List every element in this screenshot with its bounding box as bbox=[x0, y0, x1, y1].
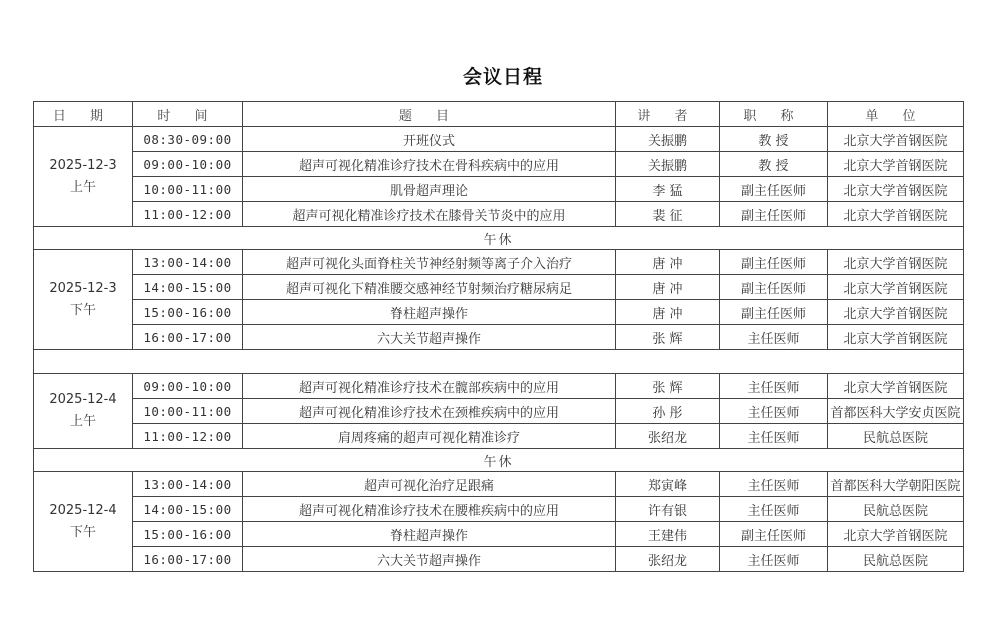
topic-cell: 超声可视化精准诊疗技术在腰椎疾病中的应用 bbox=[243, 497, 616, 522]
time-cell: 16:00-17:00 bbox=[133, 547, 243, 572]
table-row bbox=[34, 177, 964, 202]
speaker-cell: 裴 征 bbox=[616, 202, 720, 227]
period-label: 上午 bbox=[69, 179, 96, 195]
time-cell: 10:00-11:00 bbox=[133, 399, 243, 424]
period-label: 下午 bbox=[69, 302, 96, 318]
speaker-cell: 唐 冲 bbox=[616, 275, 720, 300]
header-speaker: 讲 者 bbox=[616, 102, 720, 127]
table-row bbox=[34, 424, 964, 449]
topic-cell: 肌骨超声理论 bbox=[243, 177, 616, 202]
unit-cell: 北京大学首钢医院 bbox=[828, 177, 964, 202]
speaker-cell: 李 猛 bbox=[616, 177, 720, 202]
speaker-cell: 关振鹏 bbox=[616, 152, 720, 177]
unit-cell: 北京大学首钢医院 bbox=[828, 522, 964, 547]
speaker-cell: 张绍龙 bbox=[616, 424, 720, 449]
time-cell: 10:00-11:00 bbox=[133, 177, 243, 202]
header-title: 职 称 bbox=[720, 102, 828, 127]
speaker-cell: 张 辉 bbox=[616, 374, 720, 399]
unit-cell: 民航总医院 bbox=[828, 547, 964, 572]
date-cell bbox=[34, 374, 133, 449]
unit-cell: 民航总医院 bbox=[828, 497, 964, 522]
topic-cell: 超声可视化下精准腰交感神经节射频治疗糖尿病足 bbox=[243, 275, 616, 300]
date-cell bbox=[34, 127, 133, 227]
header-date: 日 期 bbox=[34, 102, 133, 127]
page-title: 会议日程 bbox=[462, 66, 543, 88]
table-row bbox=[34, 202, 964, 227]
speaker-cell: 孙 彤 bbox=[616, 399, 720, 424]
title-cell: 副主任医师 bbox=[720, 300, 828, 325]
speaker-cell: 张绍龙 bbox=[616, 547, 720, 572]
speaker-cell: 唐 冲 bbox=[616, 300, 720, 325]
topic-cell: 六大关节超声操作 bbox=[243, 547, 616, 572]
time-cell: 14:00-15:00 bbox=[133, 275, 243, 300]
date-cell bbox=[34, 472, 133, 572]
speaker-cell: 张 辉 bbox=[616, 325, 720, 350]
title-cell: 主任医师 bbox=[720, 547, 828, 572]
table-row bbox=[34, 522, 964, 547]
header-unit: 单 位 bbox=[828, 102, 964, 127]
lunch-break-row bbox=[34, 449, 964, 472]
unit-cell: 北京大学首钢医院 bbox=[828, 127, 964, 152]
title-cell: 教 授 bbox=[720, 152, 828, 177]
time-cell: 15:00-16:00 bbox=[133, 300, 243, 325]
title-cell: 主任医师 bbox=[720, 497, 828, 522]
title-cell: 副主任医师 bbox=[720, 202, 828, 227]
period-label: 下午 bbox=[69, 524, 96, 540]
time-cell: 09:00-10:00 bbox=[133, 374, 243, 399]
topic-cell: 脊柱超声操作 bbox=[243, 300, 616, 325]
date-cell bbox=[34, 250, 133, 350]
speaker-cell: 郑寅峰 bbox=[616, 472, 720, 497]
unit-cell: 北京大学首钢医院 bbox=[828, 275, 964, 300]
title-cell: 主任医师 bbox=[720, 424, 828, 449]
title-cell: 主任医师 bbox=[720, 399, 828, 424]
table-row bbox=[34, 547, 964, 572]
unit-cell: 北京大学首钢医院 bbox=[828, 202, 964, 227]
title-cell: 主任医师 bbox=[720, 374, 828, 399]
speaker-cell: 关振鹏 bbox=[616, 127, 720, 152]
date-label: 2025-12-4 bbox=[49, 502, 117, 518]
table-row bbox=[34, 472, 964, 497]
time-cell: 08:30-09:00 bbox=[133, 127, 243, 152]
topic-cell: 超声可视化精准诊疗技术在膝骨关节炎中的应用 bbox=[243, 202, 616, 227]
lunch-break-row bbox=[34, 227, 964, 250]
unit-cell: 首都医科大学安贞医院 bbox=[828, 399, 964, 424]
topic-cell: 脊柱超声操作 bbox=[243, 522, 616, 547]
title-cell: 副主任医师 bbox=[720, 522, 828, 547]
unit-cell: 北京大学首钢医院 bbox=[828, 374, 964, 399]
topic-cell: 超声可视化治疗足跟痛 bbox=[243, 472, 616, 497]
lunch-break-label: 午休 bbox=[34, 449, 964, 472]
header-topic: 题 目 bbox=[243, 102, 616, 127]
time-cell: 14:00-15:00 bbox=[133, 497, 243, 522]
time-cell: 13:00-14:00 bbox=[133, 250, 243, 275]
lunch-break-label: 午休 bbox=[34, 227, 964, 250]
title-cell: 副主任医师 bbox=[720, 250, 828, 275]
topic-cell: 肩周疼痛的超声可视化精准诊疗 bbox=[243, 424, 616, 449]
time-cell: 16:00-17:00 bbox=[133, 325, 243, 350]
table-row bbox=[34, 374, 964, 399]
date-label: 2025-12-3 bbox=[49, 280, 117, 296]
unit-cell: 首都医科大学朝阳医院 bbox=[828, 472, 964, 497]
title-cell: 教 授 bbox=[720, 127, 828, 152]
unit-cell: 北京大学首钢医院 bbox=[828, 152, 964, 177]
time-cell: 09:00-10:00 bbox=[133, 152, 243, 177]
title-cell: 副主任医师 bbox=[720, 275, 828, 300]
time-cell: 11:00-12:00 bbox=[133, 424, 243, 449]
topic-cell: 超声可视化精准诊疗技术在颈椎疾病中的应用 bbox=[243, 399, 616, 424]
table-row bbox=[34, 275, 964, 300]
speaker-cell: 唐 冲 bbox=[616, 250, 720, 275]
unit-cell: 民航总医院 bbox=[828, 424, 964, 449]
topic-cell: 超声可视化头面脊柱关节神经射频等离子介入治疗 bbox=[243, 250, 616, 275]
table-row bbox=[34, 300, 964, 325]
unit-cell: 北京大学首钢医院 bbox=[828, 250, 964, 275]
date-label: 2025-12-4 bbox=[49, 392, 117, 407]
time-cell: 13:00-14:00 bbox=[133, 472, 243, 497]
separator-cell bbox=[34, 350, 964, 374]
table-row bbox=[34, 497, 964, 522]
topic-cell: 超声可视化精准诊疗技术在骨科疾病中的应用 bbox=[243, 152, 616, 177]
header-time: 时 间 bbox=[133, 102, 243, 127]
unit-cell: 北京大学首钢医院 bbox=[828, 300, 964, 325]
title-cell: 副主任医师 bbox=[720, 177, 828, 202]
separator-row bbox=[34, 350, 964, 374]
speaker-cell: 许有银 bbox=[616, 497, 720, 522]
title-cell: 主任医师 bbox=[720, 472, 828, 497]
table-row bbox=[34, 127, 964, 152]
period-label: 上午 bbox=[69, 414, 96, 429]
header-row bbox=[34, 102, 964, 127]
table-row bbox=[34, 325, 964, 350]
table-row bbox=[34, 250, 964, 275]
table-row bbox=[34, 152, 964, 177]
time-cell: 15:00-16:00 bbox=[133, 522, 243, 547]
speaker-cell: 王建伟 bbox=[616, 522, 720, 547]
topic-cell: 超声可视化精准诊疗技术在髋部疾病中的应用 bbox=[243, 374, 616, 399]
schedule-table bbox=[33, 101, 964, 572]
table-row bbox=[34, 399, 964, 424]
date-label: 2025-12-3 bbox=[49, 157, 117, 173]
topic-cell: 开班仪式 bbox=[243, 127, 616, 152]
title-cell: 主任医师 bbox=[720, 325, 828, 350]
time-cell: 11:00-12:00 bbox=[133, 202, 243, 227]
unit-cell: 北京大学首钢医院 bbox=[828, 325, 964, 350]
topic-cell: 六大关节超声操作 bbox=[243, 325, 616, 350]
